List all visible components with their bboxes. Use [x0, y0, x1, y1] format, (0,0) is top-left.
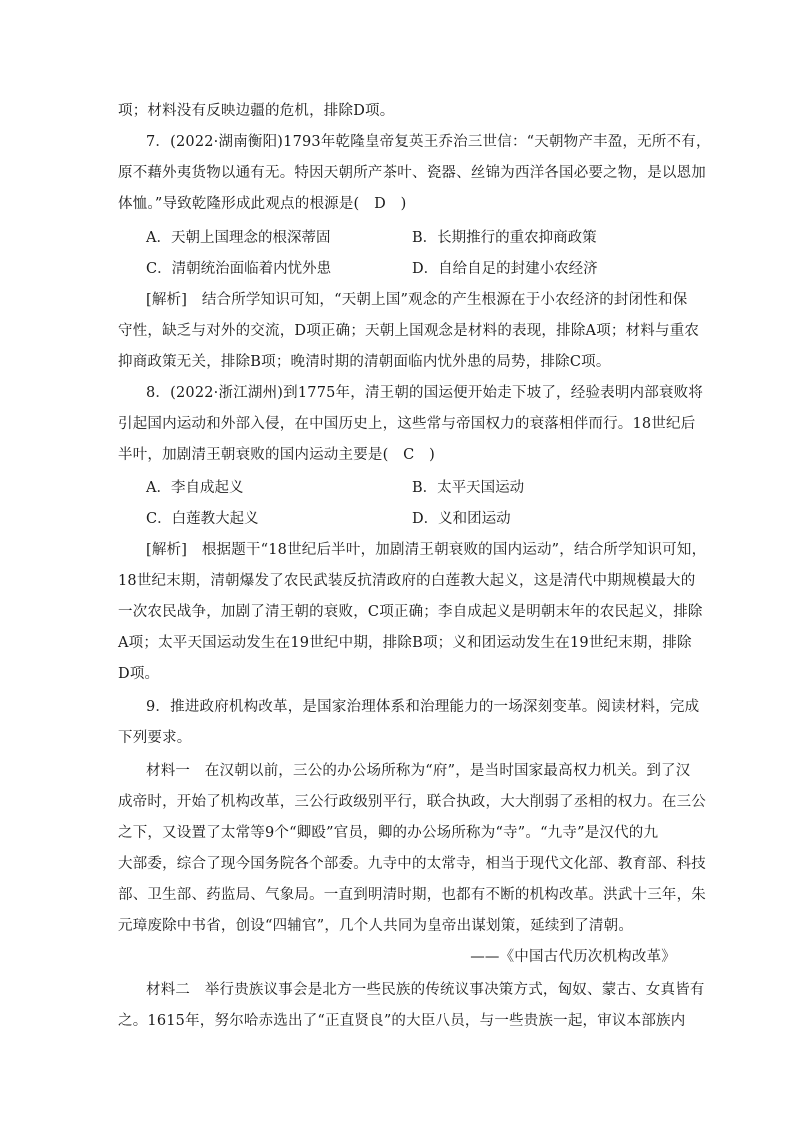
question-8-stem: 8．(2022·浙江湖州)到1775年，清王朝的国运便开始走下坡了，经验表明内部衰败将	[146, 385, 704, 401]
material-two: 之。1615年，努尔哈赤选出了“正直贤良”的大臣八员，与一些贵族一起，审议本部族内	[118, 1013, 686, 1029]
material-one: 材料一 在汉朝以前，三公的办公场所称为“府”，是当时国家最高权力机关。到了汉	[146, 763, 691, 779]
option-b: B．太平天国运动	[412, 480, 525, 496]
question-9-stem: 下列要求。	[118, 730, 192, 746]
question-8-stem: 引起国内运动和外部入侵，在中国历史上，这些常与帝国权力的衰落相伴而行。18世纪后	[118, 416, 696, 432]
material-one-source: ——《中国古代历次机构改革》	[470, 949, 676, 965]
option-d: D．自给自足的封建小农经济	[412, 261, 598, 277]
question-7-stem: 7．(2022·湖南衡阳)1793年乾隆皇帝复英王乔治三世信：“天朝物产丰盈，无所不有，	[146, 134, 711, 150]
material-one: 大部委，综合了现今国务院各个部委。九寺中的太常寺，相当于现代文化部、教育部、科技	[118, 856, 706, 872]
question-8-stem: 半叶，加剧清王朝衰败的国内运动主要是( C )	[118, 447, 436, 463]
analysis-7: 抑商政策无关，排除B项；晚清时期的清朝面临内忧外患的局势，排除C项。	[118, 354, 611, 370]
analysis-8: 18世纪末期，清朝爆发了农民武装反抗清政府的白莲教大起义，这是清代中期规模最大的	[118, 573, 696, 589]
option-b: B．长期推行的重农抑商政策	[412, 230, 597, 246]
analysis-8: A项；太平天国运动发生在19世纪中期，排除B项；义和团运动发生在19世纪末期，排除	[118, 635, 692, 651]
analysis-7: [解析] 结合所学知识可知，“天朝上国”观念的产生根源在于小农经济的封闭性和保	[146, 292, 688, 308]
material-one: 元璋废除中书省，创设“四辅官”，几个人共同为皇帝出谋划策，延续到了清朝。	[118, 918, 634, 934]
option-a: A．李自成起义	[146, 480, 244, 496]
option-d: D．义和团运动	[412, 511, 511, 527]
material-two: 材料二 举行贵族议事会是北方一些民族的传统议事决策方式，匈奴、蒙古、女真皆有	[146, 982, 705, 998]
analysis-8: [解析] 根据题干“18世纪后半叶，加剧清王朝衰败的国内运动”，结合所学知识可知，	[146, 542, 707, 558]
option-c: C．清朝统治面临着内忧外患	[146, 261, 332, 277]
analysis-8: 一次农民战争，加剧了清王朝的衰败，C项正确；李自成起义是明朝末年的农民起义，排除	[118, 604, 703, 620]
answer-explanation-line: 项；材料没有反映边疆的危机，排除D项。	[118, 103, 395, 119]
material-one: 之下，又设置了太常等9个“卿殴”官员，卿的办公场所称为“寺”。“九寺”是汉代的九	[118, 825, 659, 841]
option-a: A．天朝上国理念的根深蒂固	[146, 230, 331, 246]
question-9-stem: 9．推进政府机构改革，是国家治理体系和治理能力的一场深刻变革。阅读材料，完成	[146, 699, 700, 715]
option-c: C．白莲教大起义	[146, 511, 259, 527]
question-7-stem: 体恤。”导致乾隆形成此观点的根源是( D )	[118, 196, 407, 212]
material-one: 部、卫生部、药监局、气象局。一直到明清时期，也都有不断的机构改革。洪武十三年，朱	[118, 887, 706, 903]
question-7-stem: 原不藉外夷货物以通有无。特因天朝所产茶叶、瓷器、丝锦为西洋各国必要之物，是以恩加	[118, 165, 706, 181]
analysis-8: D项。	[118, 666, 160, 682]
material-one: 成帝时，开始了机构改革，三公行政级别平行，联合执政，大大削弱了丞相的权力。在三公	[118, 794, 706, 810]
analysis-7: 守性，缺乏与对外的交流，D项正确；天朝上国观念是材料的表现，排除A项；材料与重农	[118, 323, 700, 339]
